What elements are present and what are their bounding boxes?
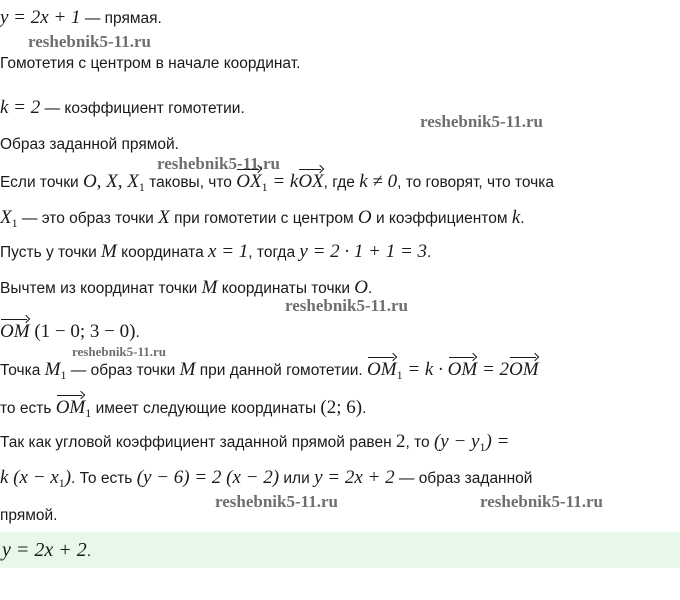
vector-ox1: OX [236,171,262,192]
answer-box [0,532,680,568]
line-point-m1: Точка $M_1$ — образ точки M при данной гомотетии. $OM_1 = k$ · OM = 2OM [0,359,539,383]
line-result: k $(x - x_1)$. То есть (y − 6) = 2 (x − 2) или y = 2x + 2 — образ заданной [0,467,533,491]
line-coordinates: то есть $OM_1$ имеет следующие координаты (2; 6). [0,397,367,421]
vector-om: OM [509,359,539,380]
line-result-end: прямой. [0,507,58,524]
line-point-m: Пусть у точки M координата x = 1, тогда y = 2 · 1 + 1 = 3. [0,241,432,262]
vector-om: OM [0,321,30,342]
line-definition-cont: $X_1$ — это образ точки X при гомотетии с центром O и коэффициентом k. [0,207,525,231]
line-image-title: Образ заданной прямой. [0,136,179,153]
line-definition: Если точки O, X, $X_1$ таковы, что $OX_1$ = kOX, где k ≠ 0, то говорят, что точка [0,171,554,195]
watermark: reshebnik5-11.ru [420,112,543,131]
vector-om1: OM [55,397,86,418]
watermark: reshebnik5-11.ru [28,32,151,51]
watermark: reshebnik5-11.ru [285,296,408,315]
vector-ox: OX [298,171,324,192]
line-vector-om: OM (1 − 0; 3 − 0). [0,321,140,342]
line-homothety: Гомотетия с центром в начале координат. [0,55,301,72]
line-coefficient: k = 2 — коэффициент гомотетии. [0,97,245,118]
line-slope: Так как угловой коэффициент заданной прямой равен 2, то $(y - y_1)$ = [0,431,510,455]
watermark: reshebnik5-11.ru [72,344,167,359]
vector-om: OM [447,359,478,380]
answer-text: y = 2x + 2. [2,539,92,561]
line-subtract: Вычтем из координат точки M координаты точки O. [0,277,373,298]
watermark: reshebnik5-11.ru [480,492,603,511]
line-equation: y = 2x + 1 — прямая. [0,7,162,28]
vector-om1: OM [367,359,397,380]
watermark: reshebnik5-11.ru [215,492,338,511]
watermark: reshebnik5-11.ru [157,154,280,173]
